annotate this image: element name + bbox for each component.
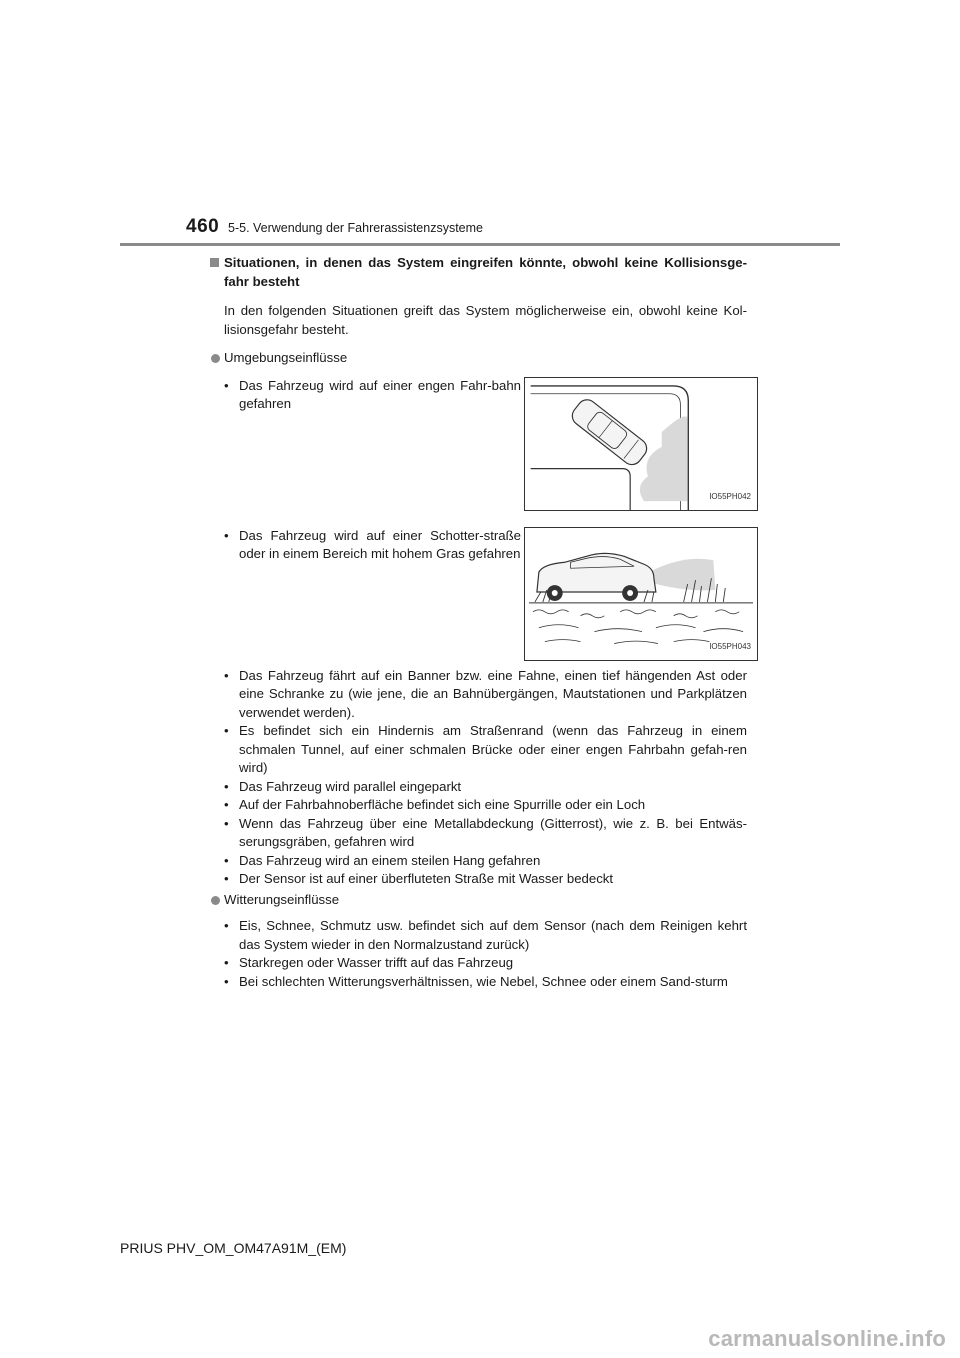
list-item: • Eis, Schnee, Schmutz usw. befindet sich auf dem Sensor (nach dem Reinigen kehrt das System wieder in den Normalzustand zurück) [224,918,747,952]
list-item: • Starkregen oder Wasser trifft auf das Fahrzeug [224,955,514,970]
footer-doc-id: PRIUS PHV_OM_OM47A91M_(EM) [120,1240,347,1256]
list-item: • Das Fahrzeug wird auf einer Schotter-straße oder in einem Bereich mit hohem Gras gefahren [224,527,521,561]
list-item: • Es befindet sich ein Hindernis am Straßenrand (wenn das Fahrzeug in einem schmalen Tunnel, auf einer schmalen Brücke oder einer engen Fahrbahn gefah-ren wird) [224,723,747,775]
heading-text: Situationen, in denen das System eingreifen könnte, obwohl keine Kollisionsge-fahr besteht [224,255,747,289]
section-title: 5-5. Verwendung der Fahrerassistenzsysteme [228,221,483,235]
figure-narrow-road [524,377,758,511]
weather-group-title: Witterungseinflüsse [210,891,747,910]
circle-bullet-icon [211,354,220,363]
list-item: • Bei schlechten Witterungsverhältnissen, wie Nebel, Schnee oder einem Sand-sturm [224,973,728,989]
list-item: • Das Fahrzeug wird parallel eingeparkt [224,778,462,794]
watermark: carmanualsonline.info [708,1326,946,1351]
list-item: • Das Fahrzeug wird an einem steilen Hang gefahren [224,852,541,868]
figure-row-narrow-road [224,377,751,527]
environment-group-title: Umgebungseinflüsse [210,349,747,368]
square-bullet-icon [210,258,219,267]
list-item: • Wenn das Fahrzeug über eine Metallabdeckung (Gitterrost), wie z. B. bei Entwäs-serungsgräben, gefahren wird [224,815,747,849]
figure-label: IO55PH043 [709,642,751,651]
weather-list [210,917,747,991]
list-item: • Das Fahrzeug wird auf einer engen Fahr-bahn gefahren [224,377,521,411]
list-item: • Der Sensor ist auf einer überfluteten Straße mit Wasser bedeckt [224,871,614,886]
intro-paragraph: In den folgenden Situationen greift das System möglicherweise ein, obwohl keine Kol-lisionsgefahr besteht. [224,303,747,337]
content [210,252,751,991]
circle-bullet-icon [211,896,220,905]
environment-list [210,667,747,889]
list-item: • Auf der Fahrbahnoberfläche befindet sich eine Spurrille oder ein Loch [224,797,646,812]
page-number: 460 [186,216,220,237]
figure-gravel-road [524,527,758,661]
list-item: • Das Fahrzeug fährt auf ein Banner bzw. eine Fahne, einen tief hängenden Ast oder eine Schranke zu (wie jene, die an Bahnübergängen, Mautstationen und Parkplätzen verwendet werden). [224,667,747,720]
header-rule [120,243,840,246]
section-heading [210,254,747,291]
figure-label: IO55PH042 [709,492,751,501]
figure-row-gravel-road [224,527,751,667]
